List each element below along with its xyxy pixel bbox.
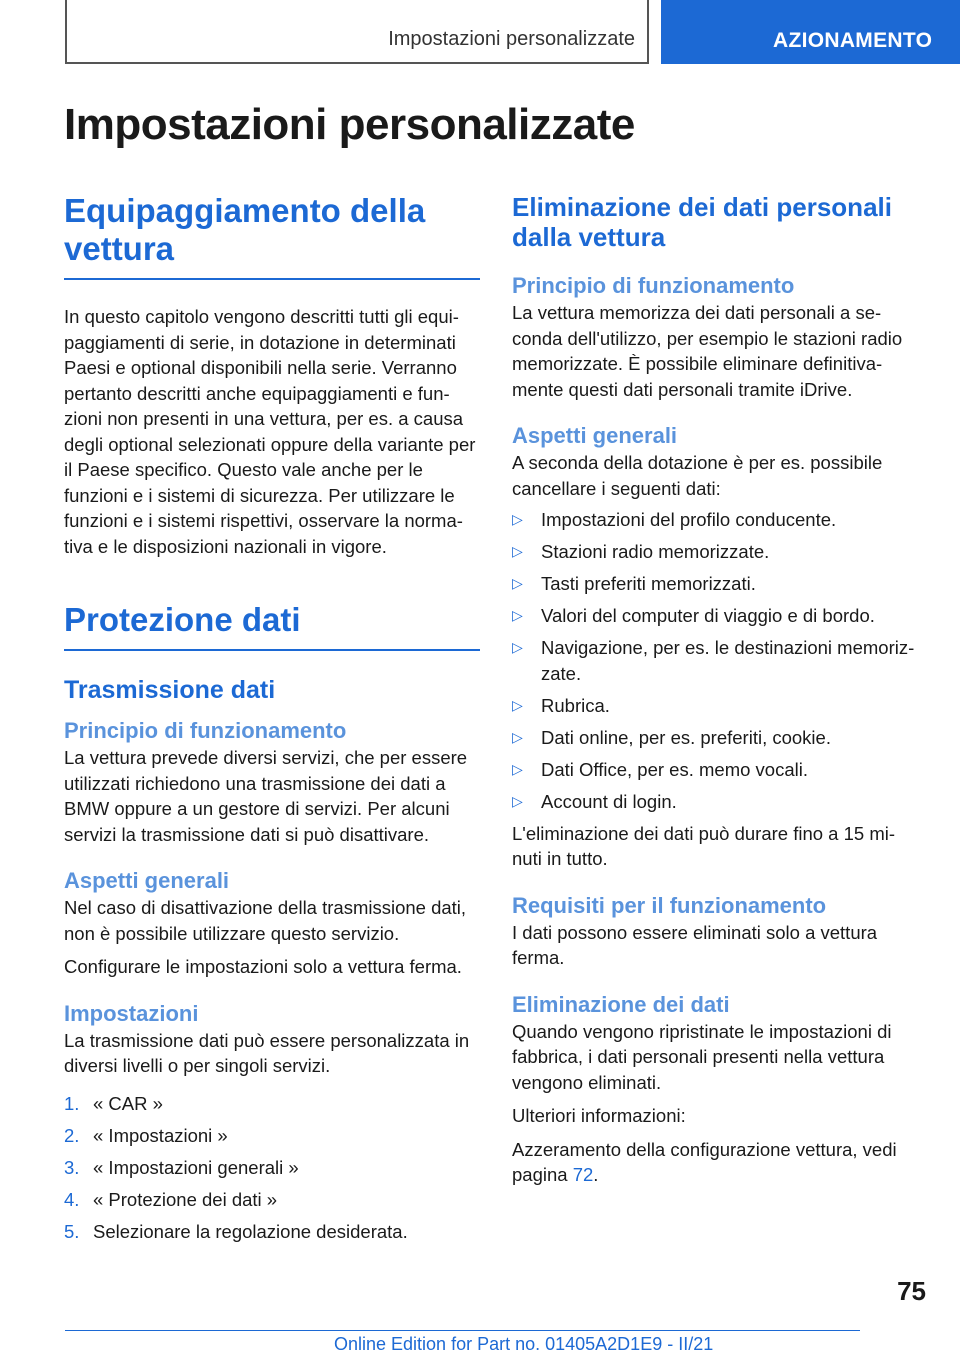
step-item xyxy=(64,1219,480,1245)
section-title-privacy: Protezione dati xyxy=(64,601,480,651)
list-item xyxy=(512,725,922,751)
reset-reference-end: . xyxy=(593,1164,599,1185)
heading-settings: Impostazioni xyxy=(64,1000,199,1026)
chapter-tab-label: AZIONAMENTO xyxy=(773,29,933,52)
step-text: « Impostazioni generali » xyxy=(93,1156,299,1178)
list-item xyxy=(512,635,922,686)
step-item xyxy=(64,1091,480,1117)
general-paragraph-right: A seconda della dotazione è per es. possibile cancellare i seguenti dati: xyxy=(512,452,883,499)
deletable-data-list xyxy=(512,507,922,814)
deletion-paragraph: Quando vengono ripristinate le impostazioni di fabbrica, i dati personali presenti nella vettura vengono eliminati. xyxy=(512,1020,892,1093)
list-item-text: Impostazioni del profilo conducente. xyxy=(541,509,837,530)
list-item-text: Valori del computer di viaggio e di bordo. xyxy=(541,605,875,626)
step-text: « Protezione dei dati » xyxy=(93,1188,278,1210)
step-text: « CAR » xyxy=(93,1092,163,1114)
triangle-bullet-icon: ▷ xyxy=(512,575,523,591)
heading-requirements: Requisiti per il funzionamento xyxy=(512,892,827,918)
list-item xyxy=(512,539,922,565)
list-item-text: Rubrica. xyxy=(541,694,610,716)
heading-principle-left: Principio di funzionamento xyxy=(64,718,347,743)
running-header-box xyxy=(65,0,649,64)
page-number: 75 xyxy=(897,1276,926,1306)
equipment-paragraph: In questo capitolo vengono descritti tutti gli equi-paggiamenti di serie, in dotazione in determinati Paesi e optional disponibili nella serie. Verranno pertanto descritti anche equipaggiamenti e fun-zioni non presenti in una vettura, per es. a causa degli optional selezionati oppure della variante per il Paese specifico. Questo vale anche per le funzioni e i sistemi di sicurezza. Per utilizzare le funzioni e i sistemi rispettivi, osservare la norma-tiva e le disposizioni nazionali in vigore. xyxy=(64,306,476,557)
more-info-label: Ulteriori informazioni: xyxy=(512,1105,686,1126)
principle-paragraph-right: La vettura memorizza dei dati personali a se-conda dell'utilizzo, per esempio le stazioni radio memorizzate. È possibile eliminare definitiva-mente questi dati personali tramite iDrive. xyxy=(512,302,903,400)
list-item xyxy=(512,693,922,719)
step-number: 1. xyxy=(64,1092,80,1114)
running-header-title: Impostazioni personalizzate xyxy=(388,28,635,50)
heading-general-left: Aspetti generali xyxy=(64,868,230,893)
step-item xyxy=(64,1187,480,1213)
right-column xyxy=(512,192,922,1188)
reset-reference-text: Azzeramento della configurazione vettura, vedi pagina xyxy=(512,1138,897,1185)
triangle-bullet-icon: ▷ xyxy=(512,543,523,559)
step-number: 3. xyxy=(64,1156,80,1178)
footer-edition: Online Edition for Part no. 01405A2D1E9 - II/21 xyxy=(334,1334,714,1354)
duration-paragraph: L'eliminazione dei dati può durare fino a 15 mi-nuti in tutto. xyxy=(512,822,896,869)
step-number: 4. xyxy=(64,1188,80,1210)
reset-reference xyxy=(512,1137,922,1188)
list-item xyxy=(512,571,922,597)
list-item xyxy=(512,789,922,815)
step-number: 2. xyxy=(64,1124,80,1146)
heading-deletion: Eliminazione dei dati xyxy=(512,991,730,1017)
triangle-bullet-icon: ▷ xyxy=(512,607,523,623)
list-item-text: Navigazione, per es. le destinazioni memoriz-zate. xyxy=(541,637,915,684)
general-paragraph-left-2: Configurare le impostazioni solo a vettura ferma. xyxy=(64,956,462,977)
requirements-paragraph: I dati possono essere eliminati solo a vettura ferma. xyxy=(512,921,878,968)
heading-data-transmission: Trasmissione dati xyxy=(64,676,276,704)
triangle-bullet-icon: ▷ xyxy=(512,792,523,809)
triangle-bullet-icon: ▷ xyxy=(512,696,523,713)
list-item-text: Tasti preferiti memorizzati. xyxy=(541,573,756,594)
step-text: Selezionare la regolazione desiderata. xyxy=(93,1220,408,1242)
step-item xyxy=(64,1123,480,1149)
list-item xyxy=(512,507,922,533)
footer-divider xyxy=(65,1330,860,1331)
step-number: 5. xyxy=(64,1220,80,1242)
step-item xyxy=(64,1155,480,1181)
step-text: « Impostazioni » xyxy=(93,1124,228,1146)
page-link-72[interactable]: 72 xyxy=(572,1164,594,1185)
general-paragraph-left-1: Nel caso di disattivazione della trasmissione dati, non è possibile utilizzare questo servizio. xyxy=(64,897,467,944)
triangle-bullet-icon: ▷ xyxy=(512,728,523,745)
heading-principle-right: Principio di funzionamento xyxy=(512,273,795,298)
triangle-bullet-icon: ▷ xyxy=(512,511,523,527)
list-item xyxy=(512,603,922,629)
section-title-delete-personal-data: Eliminazione dei dati personali dalla vettura xyxy=(512,192,892,252)
list-item-text: Stazioni radio memorizzate. xyxy=(541,541,770,562)
settings-steps xyxy=(64,1091,480,1245)
heading-general-right: Aspetti generali xyxy=(512,423,678,448)
page-title: Impostazioni personalizzate xyxy=(64,100,635,149)
triangle-bullet-icon: ▷ xyxy=(512,760,523,777)
principle-paragraph-left: La vettura prevede diversi servizi, che per essere utilizzati richiedono una trasmissione dei dati a BMW oppure a un gestore di servizi. Per alcuni servizi la trasmissione dati si può disattivare. xyxy=(64,747,468,845)
chapter-tab[interactable] xyxy=(661,0,960,64)
left-column xyxy=(64,192,480,1251)
list-item xyxy=(512,757,922,783)
list-item-text: Dati Office, per es. memo vocali. xyxy=(541,758,808,780)
triangle-bullet-icon: ▷ xyxy=(512,639,523,655)
section-title-equipment: Equipaggiamento della vettura xyxy=(64,192,480,280)
list-item-text: Dati online, per es. preferiti, cookie. xyxy=(541,726,831,748)
list-item-text: Account di login. xyxy=(541,790,677,812)
settings-paragraph: La trasmissione dati può essere personalizzata in diversi livelli o per singoli servizi. xyxy=(64,1029,470,1076)
